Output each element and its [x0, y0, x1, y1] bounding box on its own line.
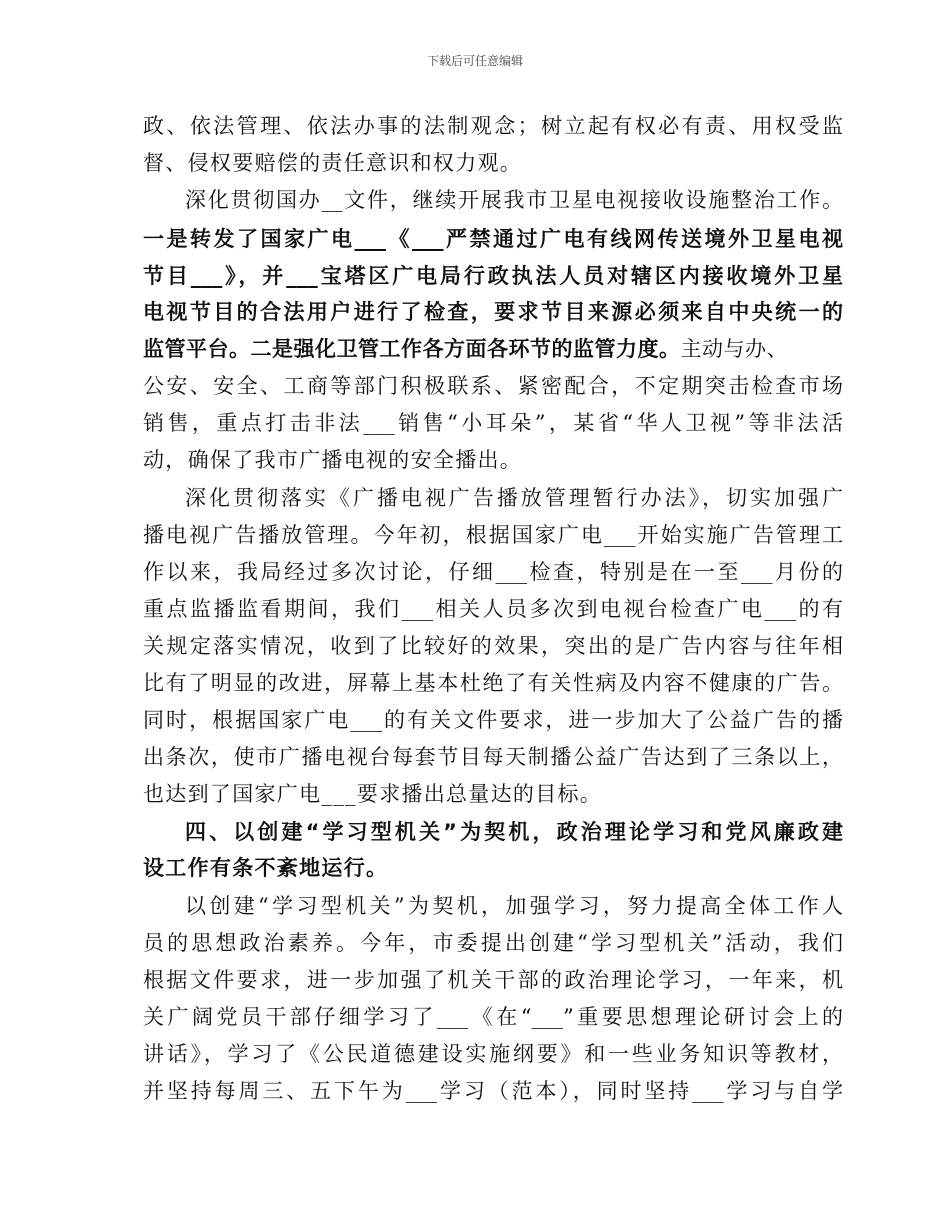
text-line: 重点监播监看期间，我们___相关人员多次到电视台检查广电___的有 — [143, 597, 843, 621]
text-line: 销售，重点打击非法___销售“小耳朵”，某省“华人卫视”等非法活 — [143, 411, 843, 435]
text-line: 作以来，我局经过多次讨论，仔细___检查，特别是在一至___月份的 — [143, 560, 843, 584]
text-line: 深化贯彻落实《广播电视广告播放管理暂行办法》，切实加强广 — [185, 486, 843, 510]
text-line: 根据文件要求，进一步加强了机关干部的政治理论学习，一年来，机 — [143, 968, 843, 992]
bold-text-line: 一是转发了国家广电___《___严禁通过广电有线网传送境外卫星电视 — [143, 227, 843, 251]
text-line: 动，确保了我市广播电视的安全播出。 — [143, 448, 523, 472]
text-line: 政、依法管理、依法办事的法制观念；树立起有权必有责、用权受监 — [143, 114, 843, 138]
text-line: 员的思想政治素养。今年，市委提出创建“学习型机关”活动，我们 — [143, 931, 843, 955]
text-line: 并坚持每周三、五下午为___学习（范本），同时坚持___学习与自学 — [143, 1079, 843, 1103]
text-line: 也达到了国家广电___要求播出总量达的目标。 — [143, 782, 603, 806]
text-line: 深化贯彻国办__文件，继续开展我市卫星电视接收设施整治工作。 — [185, 188, 843, 212]
text-line: 讲话》，学习了《公民道德建设实施纲要》和一些业务知识等教材， — [143, 1042, 843, 1066]
text-line: 比有了明显的改进，屏幕上基本杜绝了有关性病及内容不健康的广告。 — [143, 671, 843, 695]
section-heading-line: 四、以创建“学习型机关”为契机，政治理论学习和党风廉政建 — [185, 820, 843, 844]
text-line: 公安、安全、工商等部门积极联系、紧密配合，不定期突击检查市场 — [143, 374, 843, 398]
mixed-text-line — [143, 335, 843, 363]
text-line: 出条次，使市广播电视台每套节目每天制播公益广告达到了三条以上， — [143, 745, 843, 769]
bold-segment: 监管平台。二是强化卫管工作各方面各环节的监管力度。 — [143, 337, 681, 361]
bold-text-line: 电视节目的合法用户进行了检查，要求节目来源必须来自中央统一的 — [143, 300, 843, 324]
bold-text-line: 节目___》，并___宝塔区广电局行政执法人员对辖区内接收境外卫星 — [143, 264, 843, 288]
text-line: 播电视广告播放管理。今年初，根据国家广电___开始实施广告管理工 — [143, 523, 843, 547]
text-line: 关广阔党员干部仔细学习了___《在“___”重要思想理论研讨会上的 — [143, 1005, 843, 1029]
text-line: 以创建“学习型机关”为契机，加强学习，努力提高全体工作人 — [185, 894, 843, 918]
text-line: 督、侵权要赔偿的责任意识和权力观。 — [143, 151, 523, 175]
text-segment: 主动与办、 — [680, 337, 788, 361]
section-heading-line: 设工作有条不紊地运行。 — [143, 856, 389, 880]
page-header: 下载后可任意编辑 — [426, 54, 523, 68]
text-line: 关规定落实情况，收到了比较好的效果，突出的是广告内容与往年相 — [143, 634, 843, 658]
text-line: 同时，根据国家广电___的有关文件要求，进一步加大了公益广告的播 — [143, 708, 843, 732]
